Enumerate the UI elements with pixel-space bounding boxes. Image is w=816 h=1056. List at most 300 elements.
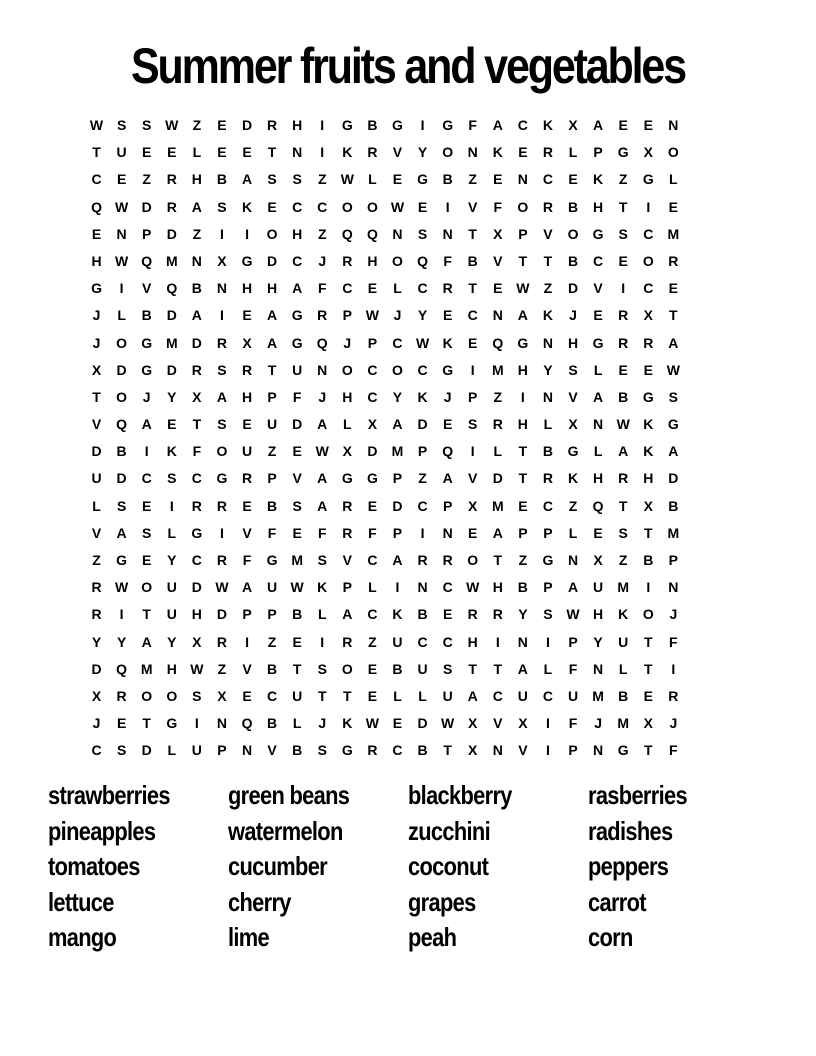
grid-letter: L: [593, 443, 603, 460]
grid-letter: T: [643, 742, 653, 759]
grid-letter: P: [568, 633, 578, 650]
grid-letter: I: [470, 361, 475, 378]
grid-letter: C: [292, 252, 303, 269]
grid-letter: G: [91, 280, 102, 297]
grid-letter: V: [468, 198, 478, 215]
grid-letter: G: [341, 117, 353, 133]
grid-letter: P: [442, 497, 453, 514]
grid-letter: S: [167, 470, 177, 487]
grid-letter: Z: [518, 552, 528, 568]
grid-letter: X: [192, 633, 202, 650]
grid-letter: E: [518, 497, 528, 514]
grid-letter: G: [567, 443, 579, 460]
grid-letter: R: [342, 633, 353, 650]
grid-letter: R: [342, 524, 353, 541]
grid-letter: T: [643, 660, 653, 677]
grid-letter: M: [667, 524, 680, 541]
grid-letter: R: [91, 606, 102, 623]
grid-letter: P: [593, 144, 603, 161]
word-list-item: strawberries: [48, 780, 170, 810]
grid-letter: A: [267, 334, 278, 351]
grid-letter: P: [392, 470, 403, 487]
grid-letter: D: [492, 470, 503, 487]
grid-letter: L: [192, 144, 202, 161]
letter-grid: [84, 112, 736, 765]
grid-letter: R: [317, 307, 328, 324]
grid-row: [84, 465, 736, 492]
grid-letter: J: [343, 334, 352, 351]
grid-letter: F: [292, 388, 302, 405]
grid-letter: L: [368, 171, 377, 188]
grid-letter: L: [167, 524, 177, 541]
grid-letter: A: [517, 660, 528, 677]
grid-letter: R: [241, 470, 253, 487]
grid-letter: E: [267, 198, 277, 215]
grid-letter: A: [668, 334, 679, 351]
grid-letter: I: [546, 742, 550, 759]
grid-letter: T: [468, 280, 477, 297]
grid-letter: A: [292, 280, 303, 297]
grid-letter: S: [217, 198, 227, 215]
grid-letter: U: [267, 579, 278, 596]
grid-letter: R: [618, 470, 629, 487]
grid-letter: E: [417, 198, 428, 215]
grid-letter: L: [543, 416, 553, 433]
grid-letter: I: [119, 280, 124, 297]
grid-letter: B: [618, 388, 629, 405]
grid-letter: C: [141, 470, 152, 487]
grid-letter: C: [467, 307, 478, 324]
grid-letter: C: [417, 497, 428, 514]
grid-letter: M: [165, 334, 178, 351]
grid-letter: Y: [116, 633, 127, 650]
grid-letter: T: [493, 660, 503, 677]
grid-letter: U: [116, 144, 127, 161]
grid-letter: E: [116, 171, 127, 188]
grid-letter: T: [543, 252, 553, 269]
grid-letter: C: [267, 687, 278, 704]
grid-letter: G: [617, 742, 629, 759]
grid-letter: R: [91, 579, 102, 596]
grid-letter: S: [142, 117, 152, 133]
grid-letter: R: [166, 171, 177, 188]
grid-letter: Y: [91, 633, 102, 650]
grid-letter: C: [367, 552, 378, 568]
grid-letter: K: [241, 198, 253, 215]
grid-letter: R: [492, 416, 503, 433]
grid-letter: E: [142, 497, 152, 514]
grid-letter: S: [618, 225, 628, 242]
grid-letter: C: [392, 742, 403, 759]
grid-letter: Q: [116, 416, 128, 433]
grid-letter: G: [617, 144, 629, 161]
grid-row: [84, 221, 736, 248]
grid-letter: Z: [317, 225, 327, 242]
word-column: [588, 778, 768, 956]
grid-letter: E: [643, 117, 653, 133]
grid-letter: W: [415, 334, 430, 351]
grid-letter: W: [165, 117, 179, 133]
word-list-item: pineapples: [48, 815, 156, 846]
grid-letter: K: [542, 117, 553, 133]
grid-letter: O: [116, 388, 128, 405]
grid-row: [84, 275, 736, 302]
grid-letter: O: [517, 198, 529, 215]
grid-letter: Z: [368, 633, 377, 650]
grid-letter: E: [493, 171, 503, 188]
grid-letter: M: [592, 687, 604, 704]
grid-letter: J: [92, 307, 101, 324]
grid-letter: G: [592, 225, 604, 242]
grid-letter: P: [267, 470, 277, 487]
grid-letter: S: [142, 524, 152, 541]
grid-letter: Z: [267, 633, 277, 650]
grid-letter: K: [593, 171, 604, 188]
grid-letter: C: [342, 280, 353, 297]
grid-letter: I: [219, 225, 224, 242]
grid-letter: B: [668, 497, 679, 514]
grid-letter: L: [393, 280, 402, 297]
grid-letter: L: [568, 524, 578, 541]
grid-letter: K: [643, 443, 654, 460]
grid-row: [84, 629, 736, 656]
grid-letter: C: [593, 252, 604, 269]
grid-letter: J: [318, 388, 327, 405]
grid-letter: Z: [217, 660, 227, 677]
grid-letter: I: [219, 524, 224, 541]
grid-letter: S: [618, 524, 628, 541]
grid-letter: S: [317, 660, 327, 677]
grid-letter: X: [568, 117, 578, 133]
grid-letter: A: [141, 416, 152, 433]
grid-letter: D: [267, 252, 278, 269]
grid-letter: M: [617, 579, 630, 596]
grid-row: [84, 357, 736, 384]
grid-letter: H: [166, 660, 177, 677]
grid-letter: A: [492, 117, 503, 133]
grid-letter: A: [317, 497, 328, 514]
grid-letter: W: [441, 715, 455, 732]
grid-letter: W: [115, 579, 129, 596]
grid-letter: W: [315, 443, 329, 460]
grid-letter: U: [392, 633, 403, 650]
grid-letter: E: [442, 416, 453, 433]
grid-letter: D: [668, 470, 679, 487]
grid-letter: P: [568, 742, 578, 759]
word-list-item: coconut: [408, 851, 489, 881]
grid-letter: E: [493, 280, 503, 297]
grid-letter: N: [467, 144, 478, 161]
grid-letter: J: [594, 715, 602, 732]
grid-letter: E: [142, 144, 152, 161]
grid-letter: E: [242, 687, 252, 704]
grid-letter: K: [392, 606, 403, 623]
page-title: Summer fruits and vegetables: [131, 38, 685, 94]
word-list-item: corn: [588, 922, 633, 952]
grid-letter: O: [166, 687, 178, 704]
grid-letter: Q: [241, 715, 253, 732]
word-list-item: green beans: [228, 780, 350, 810]
grid-letter: R: [216, 633, 227, 650]
grid-letter: V: [267, 742, 277, 759]
grid-letter: G: [241, 252, 253, 269]
grid-letter: K: [342, 144, 353, 161]
grid-letter: X: [367, 416, 378, 433]
grid-letter: N: [492, 742, 503, 759]
grid-letter: X: [568, 416, 578, 433]
grid-letter: O: [642, 606, 654, 623]
grid-letter: E: [392, 715, 403, 732]
grid-letter: D: [166, 361, 177, 378]
grid-letter: V: [292, 470, 302, 487]
grid-letter: V: [568, 388, 578, 405]
grid-letter: J: [669, 715, 678, 732]
grid-letter: A: [241, 171, 253, 188]
grid-letter: B: [442, 171, 453, 188]
grid-letter: O: [341, 198, 353, 215]
grid-letter: T: [142, 715, 151, 732]
grid-letter: E: [242, 497, 252, 514]
grid-letter: L: [593, 361, 603, 378]
grid-letter: T: [292, 660, 302, 677]
grid-letter: M: [391, 443, 404, 460]
grid-letter: R: [191, 361, 202, 378]
grid-letter: F: [317, 280, 327, 297]
grid-row: [84, 520, 736, 547]
grid-letter: W: [365, 715, 379, 732]
grid-letter: N: [542, 334, 553, 351]
grid-letter: M: [667, 225, 680, 242]
grid-letter: I: [546, 633, 550, 650]
grid-letter: I: [320, 144, 325, 161]
grid-letter: F: [242, 552, 252, 568]
grid-letter: Q: [116, 660, 128, 677]
grid-letter: I: [245, 633, 249, 650]
grid-letter: G: [592, 334, 604, 351]
grid-letter: I: [420, 524, 425, 541]
grid-letter: N: [442, 225, 453, 242]
grid-letter: W: [566, 606, 580, 623]
grid-letter: L: [543, 660, 553, 677]
grid-letter: D: [141, 742, 152, 759]
grid-letter: V: [593, 280, 603, 297]
grid-letter: I: [420, 117, 425, 133]
grid-letter: W: [215, 579, 229, 596]
grid-letter: A: [241, 579, 253, 596]
grid-letter: Y: [167, 388, 177, 405]
grid-letter: R: [342, 252, 353, 269]
grid-letter: S: [317, 552, 327, 568]
grid-row: [84, 683, 736, 710]
grid-letter: H: [91, 252, 102, 269]
grid-letter: N: [567, 552, 579, 568]
grid-letter: C: [442, 633, 453, 650]
grid-row: [84, 166, 736, 193]
grid-letter: N: [542, 388, 553, 405]
grid-letter: F: [493, 198, 503, 215]
grid-letter: Q: [442, 443, 454, 460]
grid-letter: O: [141, 579, 153, 596]
grid-letter: Z: [568, 497, 578, 514]
grid-letter: A: [141, 633, 152, 650]
grid-letter: T: [493, 552, 503, 568]
grid-letter: Z: [192, 117, 202, 133]
grid-letter: D: [292, 416, 303, 433]
grid-letter: C: [392, 334, 403, 351]
grid-letter: P: [142, 225, 152, 242]
grid-letter: A: [517, 307, 528, 324]
grid-letter: E: [142, 552, 152, 568]
grid-letter: R: [668, 252, 679, 269]
grid-letter: I: [219, 307, 224, 324]
grid-letter: C: [367, 361, 378, 378]
grid-letter: A: [668, 443, 679, 460]
grid-letter: W: [516, 280, 530, 297]
grid-letter: J: [393, 307, 402, 324]
grid-letter: H: [517, 361, 528, 378]
grid-letter: U: [517, 687, 528, 704]
grid-letter: Q: [341, 225, 353, 242]
grid-letter: H: [492, 579, 503, 596]
grid-letter: O: [567, 225, 579, 242]
grid-letter: P: [267, 606, 277, 623]
grid-letter: N: [191, 252, 202, 269]
grid-letter: Z: [618, 171, 628, 188]
grid-letter: U: [241, 443, 253, 460]
grid-letter: K: [166, 443, 177, 460]
grid-letter: N: [442, 524, 453, 541]
grid-letter: E: [643, 361, 653, 378]
word-list-item: cucumber: [228, 851, 328, 881]
grid-letter: P: [342, 579, 352, 596]
grid-letter: P: [468, 388, 478, 405]
grid-letter: C: [517, 117, 528, 133]
grid-letter: R: [643, 334, 654, 351]
grid-letter: E: [367, 660, 378, 677]
grid-letter: F: [468, 117, 477, 133]
grid-letter: M: [617, 715, 630, 732]
word-list-item: blackberry: [408, 780, 512, 810]
grid-letter: D: [567, 280, 579, 297]
grid-letter: L: [167, 742, 177, 759]
grid-letter: S: [543, 606, 553, 623]
grid-letter: U: [567, 687, 579, 704]
grid-letter: O: [442, 144, 454, 161]
grid-letter: O: [116, 334, 128, 351]
grid-letter: G: [341, 470, 353, 487]
grid-letter: R: [191, 497, 202, 514]
grid-letter: E: [618, 361, 628, 378]
grid-letter: S: [568, 361, 578, 378]
grid-letter: N: [492, 307, 503, 324]
grid-letter: S: [116, 742, 127, 759]
grid-letter: Z: [267, 443, 277, 460]
grid-letter: T: [518, 443, 528, 460]
grid-letter: Y: [167, 552, 177, 568]
grid-letter: F: [317, 524, 327, 541]
grid-letter: X: [518, 715, 528, 732]
grid-letter: Q: [141, 252, 153, 269]
grid-letter: G: [191, 524, 203, 541]
grid-letter: A: [392, 552, 403, 568]
grid-letter: S: [116, 117, 127, 133]
grid-letter: O: [467, 552, 479, 568]
grid-letter: O: [341, 660, 353, 677]
grid-letter: D: [392, 497, 403, 514]
grid-letter: X: [468, 715, 478, 732]
word-column: [408, 778, 588, 956]
grid-letter: P: [518, 225, 528, 242]
grid-letter: C: [367, 606, 378, 623]
grid-letter: E: [367, 687, 378, 704]
grid-letter: L: [92, 497, 101, 514]
grid-letter: Y: [593, 633, 603, 650]
grid-letter: E: [292, 524, 302, 541]
grid-letter: X: [91, 687, 102, 704]
grid-letter: E: [668, 198, 678, 215]
grid-letter: D: [116, 361, 127, 378]
grid-letter: R: [417, 552, 428, 568]
grid-letter: V: [242, 524, 252, 541]
grid-letter: I: [546, 715, 550, 732]
grid-letter: A: [317, 416, 328, 433]
grid-letter: S: [668, 388, 678, 405]
grid-letter: T: [92, 388, 101, 405]
grid-letter: I: [671, 660, 676, 677]
grid-letter: O: [141, 687, 153, 704]
grid-letter: S: [417, 225, 428, 242]
grid-letter: H: [593, 606, 604, 623]
grid-letter: F: [368, 524, 377, 541]
grid-letter: M: [140, 660, 153, 677]
grid-letter: R: [492, 606, 503, 623]
grid-letter: Y: [543, 361, 553, 378]
grid-letter: B: [267, 715, 278, 732]
grid-letter: V: [468, 470, 478, 487]
grid-letter: T: [92, 144, 101, 161]
grid-letter: L: [568, 144, 578, 161]
grid-letter: A: [593, 117, 604, 133]
grid-letter: R: [342, 497, 353, 514]
word-list-item: mango: [48, 922, 117, 952]
grid-letter: V: [493, 252, 503, 269]
grid-letter: Q: [316, 334, 328, 351]
grid-letter: N: [668, 579, 679, 596]
grid-letter: R: [241, 361, 253, 378]
grid-letter: E: [292, 443, 302, 460]
grid-letter: I: [169, 497, 174, 514]
grid-letter: L: [393, 687, 402, 704]
grid-letter: P: [267, 388, 277, 405]
grid-letter: A: [618, 443, 629, 460]
grid-letter: A: [216, 388, 227, 405]
grid-letter: W: [190, 660, 204, 677]
grid-letter: D: [417, 416, 428, 433]
grid-letter: R: [467, 606, 478, 623]
word-column: [48, 778, 228, 956]
grid-letter: C: [542, 497, 553, 514]
grid-letter: F: [669, 742, 678, 759]
grid-letter: W: [89, 117, 104, 133]
grid-letter: A: [467, 687, 478, 704]
grid-letter: I: [470, 443, 475, 460]
grid-letter: H: [567, 334, 579, 351]
grid-letter: P: [543, 524, 553, 541]
grid-letter: K: [567, 470, 579, 487]
grid-letter: S: [442, 660, 453, 677]
grid-letter: P: [367, 334, 378, 351]
grid-letter: B: [567, 198, 579, 215]
